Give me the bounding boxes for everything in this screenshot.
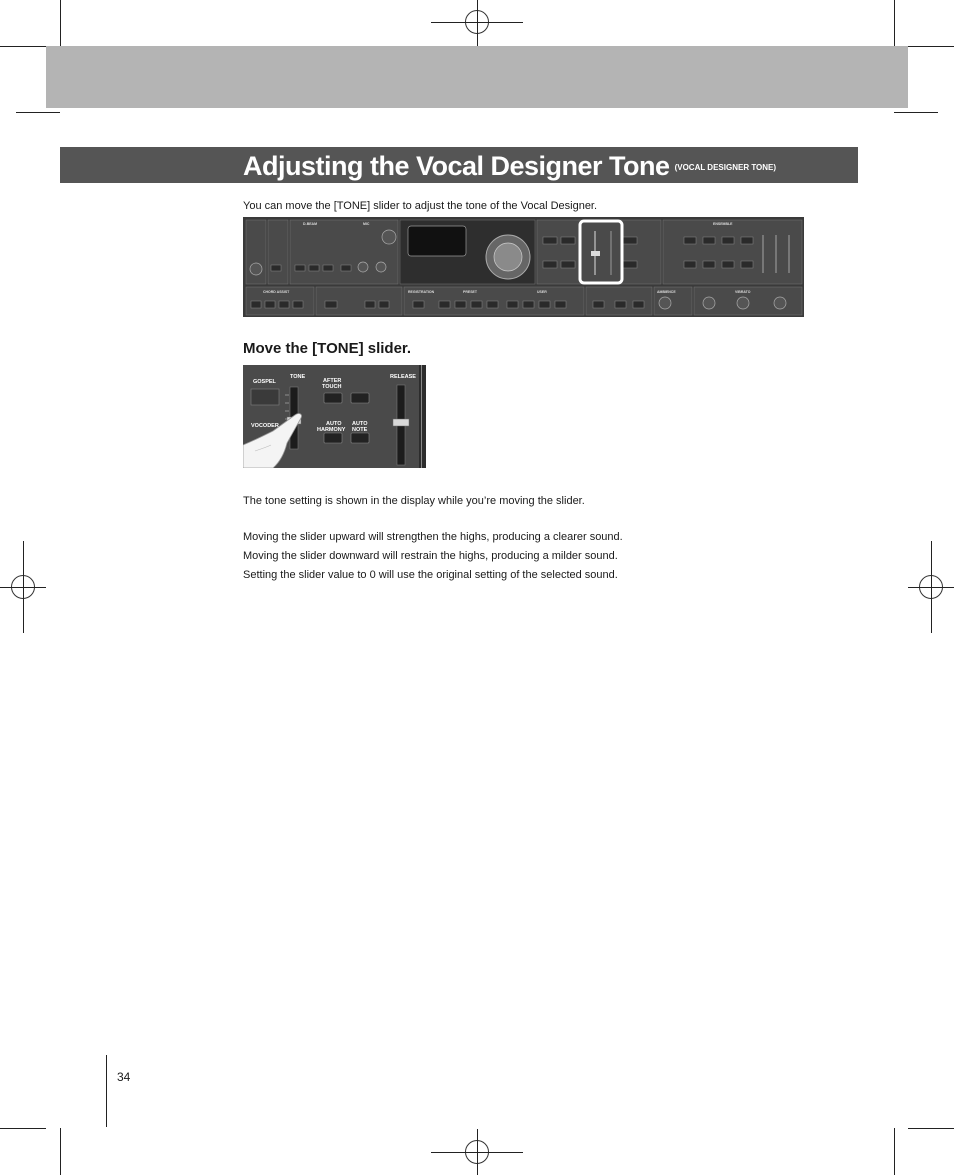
closeup-label-vocoder: VOCODER xyxy=(251,423,279,429)
panel-label-registration: REGISTRATION xyxy=(408,290,435,294)
header-band xyxy=(46,46,908,108)
closeup-label-gospel: GOSPEL xyxy=(253,379,276,385)
panel-label-preset: PRESET xyxy=(463,290,478,294)
slider-down-text: Moving the slider downward will restrain the highs, producing a milder sound. xyxy=(243,550,618,562)
closeup-label-tone: TONE xyxy=(290,374,306,380)
page-title-subtitle: (VOCAL DESIGNER TONE) xyxy=(674,162,777,172)
panel-label-chord-assist: CHORD ASSIST xyxy=(263,290,290,294)
intro-text: You can move the [TONE] slider to adjust the tone of the Vocal Designer. xyxy=(243,200,598,212)
page-number-rule xyxy=(106,1055,107,1127)
page-number: 34 xyxy=(117,1070,131,1084)
panel-label-ensemble: ENSEMBLE xyxy=(713,222,733,226)
slider-zero-text: Setting the slider value to 0 will use the original setting of the selected sound. xyxy=(243,569,618,581)
page-title xyxy=(243,147,776,183)
panel-label-user: USER xyxy=(537,290,547,294)
closeup-label-after: AFTER xyxy=(323,378,342,384)
panel-label-ambience: AMBIENCE xyxy=(657,290,676,294)
front-panel-illustration xyxy=(243,217,804,317)
panel-label-mic: MIC xyxy=(363,222,370,226)
page-title-text: Adjusting the Vocal Designer Tone xyxy=(243,151,670,181)
closeup-label-harmony: HARMONY xyxy=(317,427,346,433)
panel-label-dbeam: D-BEAM xyxy=(303,222,317,226)
step-heading: Move the [TONE] slider. xyxy=(243,340,412,357)
closeup-label-auto-2: AUTO xyxy=(352,421,368,427)
panel-label-vibrato: VIBRATO xyxy=(735,290,751,294)
slider-up-text: Moving the slider upward will strengthen the highs, producing a clearer sound. xyxy=(243,531,623,543)
tone-slider-closeup xyxy=(243,365,426,468)
display-note-text: The tone setting is shown in the display while you’re moving the slider. xyxy=(243,495,585,507)
closeup-label-release: RELEASE xyxy=(390,374,416,380)
closeup-label-note: NOTE xyxy=(352,427,368,433)
closeup-label-auto-1: AUTO xyxy=(326,421,342,427)
closeup-label-touch: TOUCH xyxy=(322,384,342,390)
